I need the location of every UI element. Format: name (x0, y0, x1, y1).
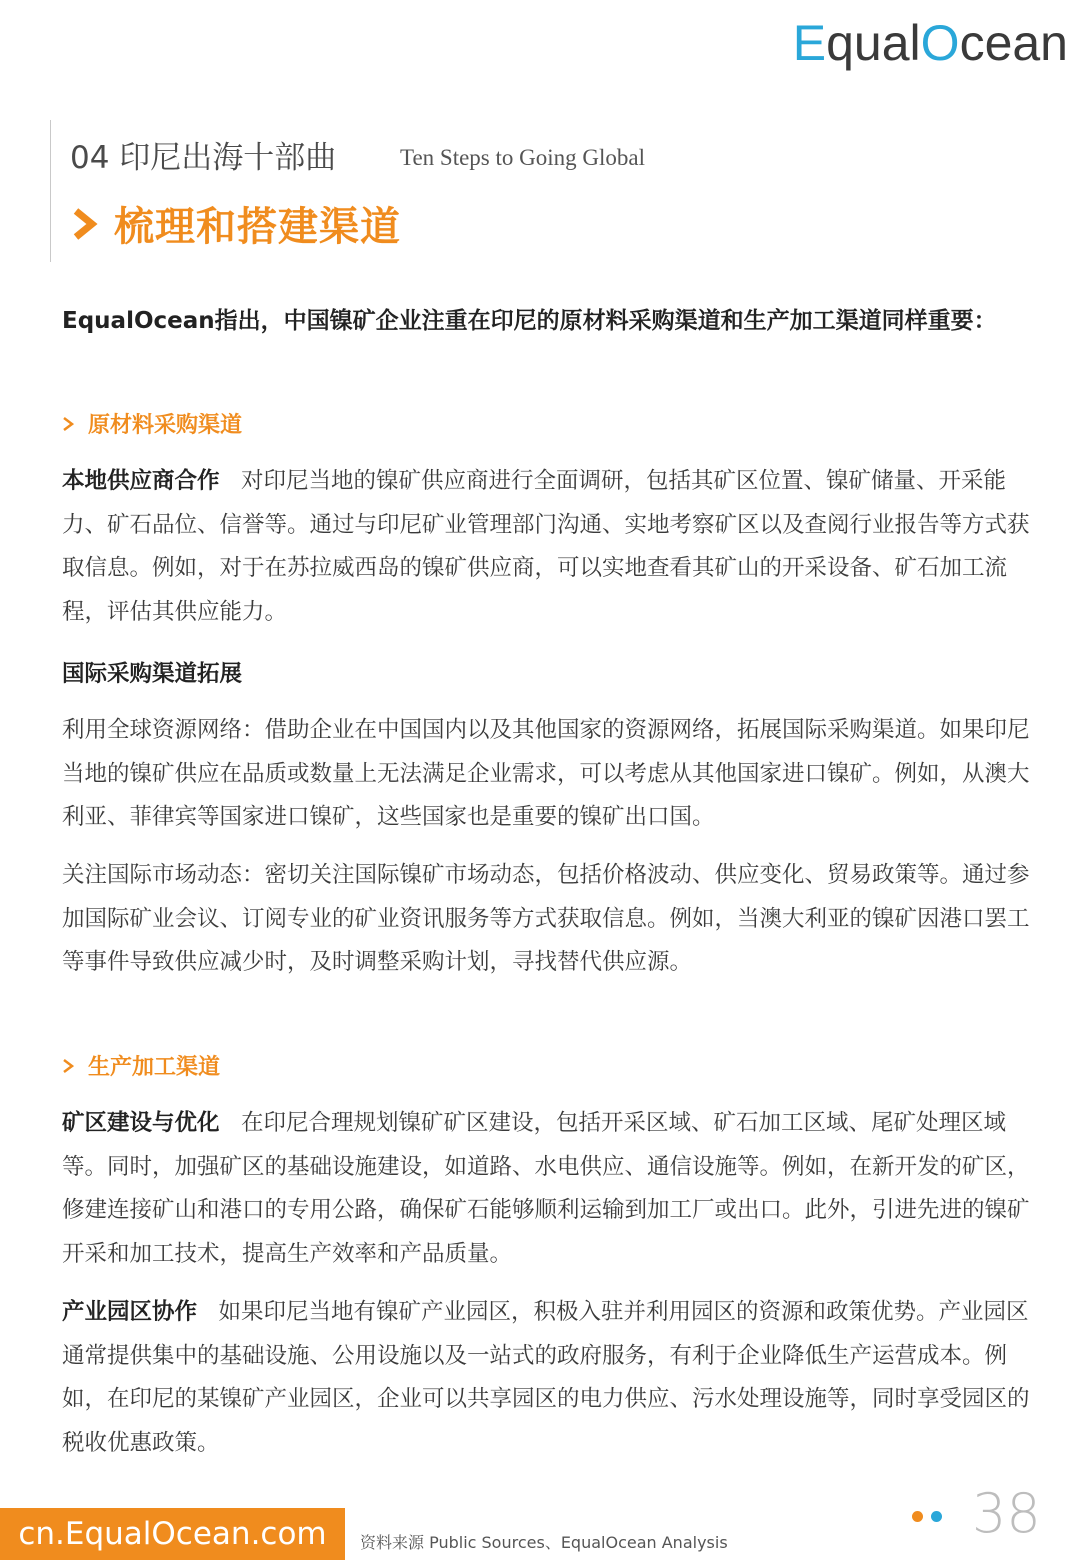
chevron-right-icon (72, 207, 98, 241)
intro-statement: EqualOcean指出，中国镍矿企业注重在印尼的原材料采购渠道和生产加工渠道同样重要： (62, 308, 997, 334)
chevron-right-icon (62, 1058, 74, 1074)
logo-qual: qual (826, 15, 921, 71)
paragraph-text: 对印尼当地的镍矿供应商进行全面调研，包括其矿区位置、镍矿储量、开采能力、矿石品位、信誉等。通过与印尼矿业管理部门沟通、实地考察矿区以及查阅行业报告等方式获取信息。例如，对于在苏拉威西岛的镍矿供应商，可以实地查看其矿山的开采设备、矿石加工流程，评估其供应能力。 (62, 468, 1030, 625)
section-number-title: 04 印尼出海十部曲 (70, 140, 337, 176)
logo-e: E (792, 15, 827, 71)
paragraph-text: 在印尼合理规划镍矿矿区建设，包括开采区域、矿石加工区域、尾矿处理区域等。同时，加强矿区的基础设施建设，如道路、水电供应、通信设施等。例如，在新开发的矿区，修建连接矿山和港口的专用公路，确保矿石能够顺利运输到加工厂或出口。此外，引进先进的镍矿开采和加工技术，提高生产效率和产品质量。 (62, 1110, 1030, 1267)
subsection-label: 生产加工渠道 (88, 1055, 221, 1080)
paragraph-industrial-park (62, 1291, 1034, 1465)
orange-dot-icon (912, 1511, 923, 1522)
chevron-right-icon (62, 416, 74, 432)
equalocean-logo (793, 14, 1068, 72)
paragraph-market-dynamics: 关注国际市场动态：密切关注国际镍矿市场动态，包括价格波动、供应变化、贸易政策等。通过参加国际矿业会议、订阅专业的矿业资讯服务等方式获取信息。例如，当澳大利亚的镍矿因港口罢工等事件导致供应减少时，及时调整采购计划，寻找替代供应源。 (62, 862, 1030, 975)
subsection-raw-materials (62, 408, 242, 439)
paragraph-text: 如果印尼当地有镍矿产业园区，积极入驻并利用园区的资源和政策优势。产业园区通常提供集中的基础设施、公用设施以及一站式的政府服务，有利于企业降低生产运营成本。例如，在印尼的某镍矿产业园区，企业可以共享园区的电力供应、污水处理设施等，同时享受园区的税收优惠政策。 (62, 1299, 1030, 1456)
paragraph-mine-construction (62, 1102, 1034, 1276)
source-note: 资料来源 Public Sources、EqualOcean Analysis (360, 1533, 728, 1552)
blue-dot-icon (931, 1511, 942, 1522)
paragraph-lead: 矿区建设与优化 (62, 1110, 220, 1136)
paragraph-lead: 本地供应商合作 (62, 468, 220, 494)
heading-international-sourcing: 国际采购渠道拓展 (62, 661, 243, 687)
logo-o: O (920, 15, 960, 71)
section-english-subtitle: Ten Steps to Going Global (400, 145, 645, 170)
footer-site-link[interactable]: cn.EqualOcean.com (0, 1508, 345, 1560)
subsection-label: 原材料采购渠道 (88, 413, 243, 438)
paragraph-local-suppliers (62, 460, 1034, 634)
paragraph-lead: 产业园区协作 (62, 1299, 198, 1325)
logo-cean: cean (959, 15, 1068, 71)
subsection-production (62, 1050, 220, 1081)
section-divider-line (50, 120, 51, 262)
paragraph-global-resources: 利用全球资源网络：借助企业在中国国内以及其他国家的资源网络，拓展国际采购渠道。如果印尼当地的镍矿供应在品质或数量上无法满足企业需求，可以考虑从其他国家进口镍矿。例如，从澳大利亚、菲律宾等国家进口镍矿，这些国家也是重要的镍矿出口国。 (62, 717, 1030, 830)
page-title-block (72, 195, 401, 252)
page-number: 38 (972, 1482, 1041, 1545)
page-title: 梳理和搭建渠道 (114, 204, 401, 250)
